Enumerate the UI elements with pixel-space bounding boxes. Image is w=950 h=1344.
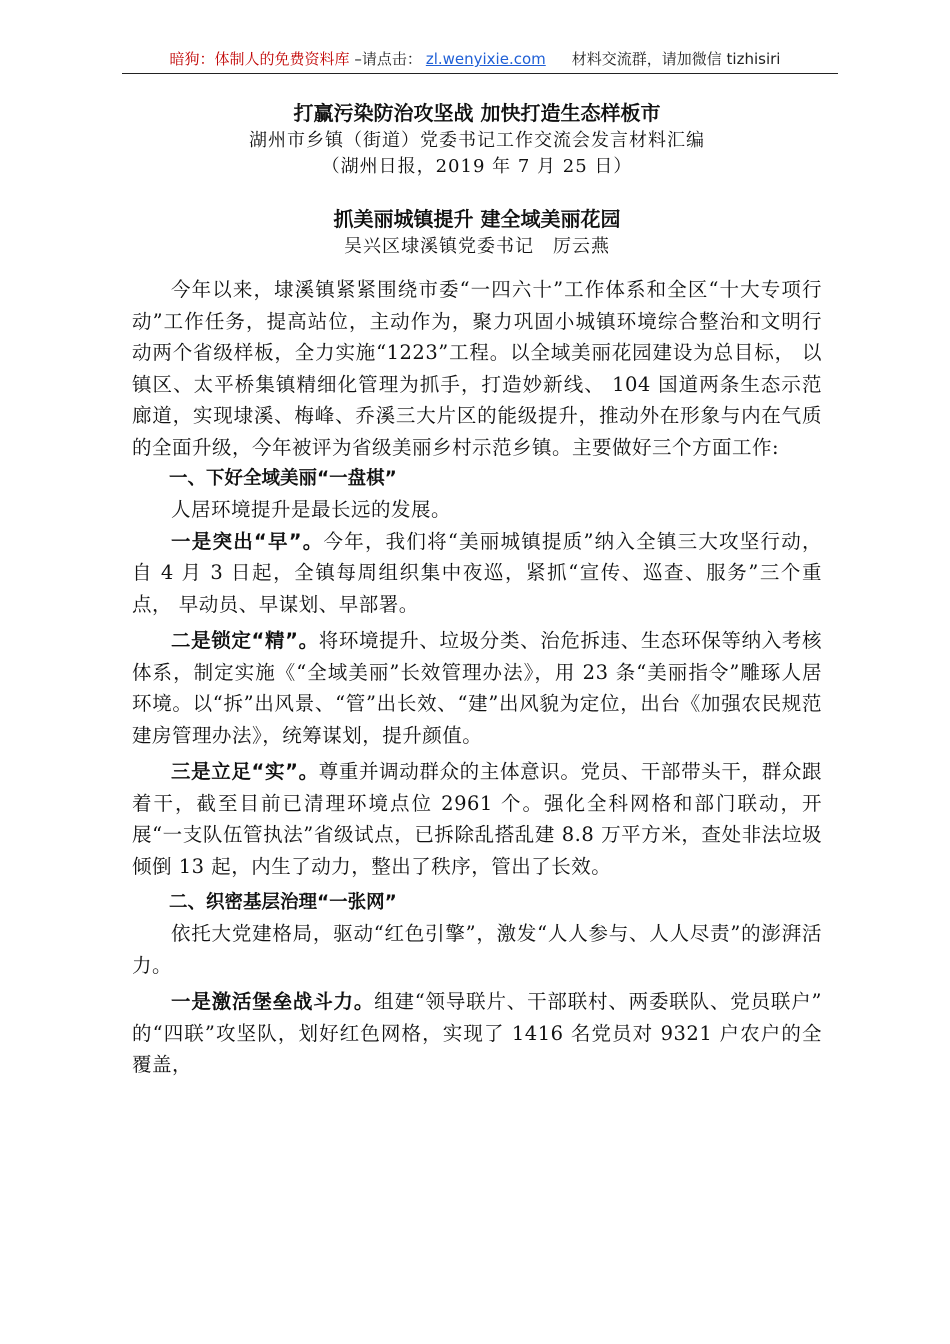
section1-item-1 — [132, 526, 822, 621]
section2-lead: 依托大党建格局，驱动“红色引擎”，激发“人人参与、人人尽责”的澎湃活力。 — [132, 922, 822, 977]
item-bold: 一是突出“早”。 — [171, 529, 324, 553]
section1-item-2 — [132, 625, 822, 751]
item-bold: 一是激活堡垒战斗力。 — [171, 990, 375, 1013]
section1-lead: 人居环境提升是最长远的发展。 — [171, 498, 452, 521]
section2-item-1 — [132, 986, 822, 1081]
document-subtitle: 湖州市乡镇（街道）党委书记工作交流会发言材料汇编 — [249, 130, 705, 151]
section1-heading: 一、下好全域美丽“一盘棋” — [169, 468, 397, 489]
article-title: 抓美丽城镇提升 建全域美丽花园 — [333, 207, 621, 231]
header-banner — [0, 48, 950, 69]
item-text: 将环境提升、垃圾分类、治危拆违、生态环保等纳入考核体系，制定实施《“全域美丽”长效管理办法》，用 23 条“美丽指令”雕琢人居环境。以“拆”出风景、“管”出长效、“建”出风貌为定位，出台《加强农民规范建房管理办法》，统筹谋划，提升颜值。 — [132, 629, 822, 747]
document-source: （湖州日报，2019 年 7 月 25 日） — [321, 156, 633, 177]
item-text: 尊重并调动群众的主体意识。党员、干部带头干，群众跟着干，截至目前已清理环境点位 2961 个。强化全科网格和部门联动，开展“一支队伍管执法”省级试点，已拆除乱搭乱建 8.8 万平方米，查处非法垃圾倾倒 13 起，内生了动力，整出了秩序，管出了长效。 — [132, 760, 822, 878]
contact-text: 材料交流群，请加微信 tizhisiri — [571, 50, 781, 68]
document-body — [132, 98, 822, 1081]
prompt-text: –请点击： — [349, 50, 422, 68]
brand-text: 暗狗：体制人的免费资料库 — [169, 50, 350, 68]
section1-item-3 — [132, 756, 822, 882]
item-text: 今年，我们将“美丽城镇提质”纳入全镇三大攻坚行动， 自 4 月 3 日起，全镇每周组织集中夜巡，紧抓“宣传、巡查、服务”三个重点， 早动员、早谋划、早部署。 — [132, 529, 822, 616]
site-link[interactable]: zl.wenyixie.com — [425, 50, 546, 68]
document-title: 打赢污染防治攻坚战 加快打造生态样板市 — [293, 101, 661, 125]
article-author: 吴兴区埭溪镇党委书记 厉云燕 — [344, 236, 610, 257]
section2-heading: 二、织密基层治理“一张网” — [169, 892, 397, 913]
item-bold: 三是立足“实”。 — [171, 760, 319, 783]
item-bold: 二是锁定“精”。 — [171, 629, 319, 652]
header-divider — [122, 73, 838, 74]
intro-paragraph: 今年以来，埭溪镇紧紧围绕市委“一四六十”工作体系和全区“十大专项行动”工作任务，提高站位，主动作为，聚力巩固小城镇环境综合整治和文明行动两个省级样板，全力实施“1223”工程。以全域美丽花园建设为总目标， 以镇区、太平桥集镇精细化管理为抓手，打造妙新线、 104 国道两条生态示范廊道，实现埭溪、梅峰、乔溪三大片区的能级提升，推动外在形象与内在气质的全面升级，今年被评为省级美丽乡村示范乡镇。主要做好三个方面工作: — [132, 278, 822, 459]
item-text: 组建“领导联片、干部联村、两委联队、党员联户” 的“四联”攻坚队，划好红色网格，实现了 1416 名党员对 9321 户农户的全覆盖， — [132, 990, 822, 1076]
